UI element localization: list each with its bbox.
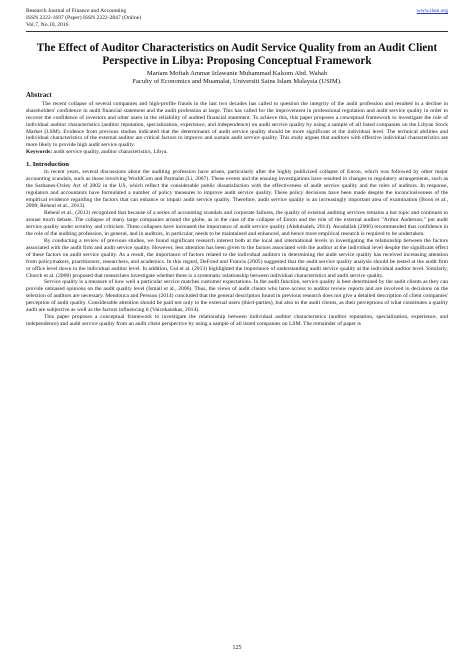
journal-header (26, 8, 448, 29)
journal-name: Research Journal of Finance and Accounting (26, 8, 127, 14)
abstract-body (26, 101, 448, 149)
paper-page (26, 8, 448, 328)
introduction-heading: 1. Introduction (26, 160, 69, 168)
keywords-label: Keywords: (26, 149, 53, 156)
paper-title: The Effect of Auditor Characteristics on Audit Service Quality from an Audit Client Perspective in Libya: Proposing Conceptual Framework (36, 42, 438, 67)
journal-volume: Vol.7, No.10, 2016 (26, 22, 69, 28)
intro-paragraph-1: In recent years, several discussions about the auditing profession have arisen, particularly after the highly publicized collapse of Enron, which was followed by other major accounting scandals, such as those involving WorldCom and Parmalat (Li, 2007). These events and the ensuing investigations have resulted in changes to regulatory arrangements, such as the Sarbanes-Oxley Act of 2002 in the US, which reflect the considerable public dissatisfaction with the effectiveness of audit service quality and the roles of auditors. In response, regulators and accountants have formulated a number of policy measures to improve audit service quality. These policy decisions have been made despite the inconclusiveness of the empirical evidence regarding the factors that can enhance or impair audit service quality. Therefore, audit service quality is an increasingly important area of examination (Boon et al., 2008; Reheul et al., 2013). (26, 168, 448, 210)
page-number: 125 (232, 645, 242, 651)
keywords-text: audit service quality, auditor characteristics, Libya. (52, 149, 168, 156)
intro-paragraph-5: This paper proposes a conceptual framework to investigate the relationship between individual auditor characteristics (auditor reputation, specialization, experience, and independence) and audit service quality from an audit client perspective by using a sample of all listed companies on LSM. The remainder of paper is (26, 313, 448, 327)
intro-paragraph-3: By conducting a review of previous studies, we found significant research interest both at the local and international levels in investigating the relationship between the factors associated with the audit firm and audit service quality. However, less attention has been given to the factors associated with the auditor at the individual level despite the significant effect of these factors on audit service quality. As a result, the importance of factors related to the individual auditors in determining the audit service quality has received increasing attention from policymakers, practitioners, researchers, and academics. In this regard, DeFond and Francis (2005) suggested that the audit service quality analysis should be tested at the audit firm or office level down to the individual auditor level. In addition, Gul et al. (2013) highlighted the importance of understanding audit service quality at the individual auditor level. Similarly, Church et al. (2008) proposed that researchers investigate whether there is a systematic relationship between individual characteristics and audit service quality. (26, 238, 448, 279)
header-divider (26, 31, 448, 32)
paper-authors: Mariam Moftah Ammar Izlawanie Muhammad Kalsom Abd. Wahab (146, 70, 328, 78)
journal-issn: ISSN 2222-1697 (Paper) ISSN 2222-2847 (Online) (26, 15, 142, 21)
abstract-heading: Abstract (26, 92, 52, 100)
intro-paragraph-4: Service quality is a measure of how well a particular service matches customer expectations. In the audit function, service quality is best determined by the audit clients as they can provide unbiased opinions on the audit quality level (Ismail et al., 2006). Thus, the views of audit clients who have access to auditor review reports and are involved in decisions on the selection of auditors are necessary. Mendonca and Persson (2014) concluded that the general description found in previous research does not give a detailed description of client companies' perception of audit quality. Considerable attention should be paid not only to the external users (third-parties), but also to the audit clients, as their perceptions of what constitutes a quality audit are subjective as well as the factors influencing it (Vaicekauskas, 2014). (26, 279, 448, 314)
paper-affiliation: Faculty of Economics and Muamalat, Universiti Sains Islam Malaysia (USIM). (132, 78, 342, 86)
abstract-text: The recent collapse of several companies and high-profile frauds in the last two decades has called to question the integrity of the audit profession and resulted in a decline in shareholders' confidence in audit financial statement and the audit profession at large. This has called for the improvement in professional regulation and audit service quality in order to recover the confidence of investors and other users in the reliability of audited financial statement. To achieve this, this paper proposes a conceptual framework to investigate the role of individual auditor characteristics (auditor reputation, specialization, experience, and independence) on audit service quality by using a sample of all listed companies on the Libyan Stock Market (LSM). Evidence from previous studies indicated that the determinants of audit service quality should be more significant at the individual level. The technical abilities and individual characteristics of the external auditor are critical factors to improve and sustain audit service quality. This study argues that auditors with effective individual characteristics are more likely to provide high audit service quality. (26, 101, 448, 149)
intro-paragraph-2: Reheul et al., (2013) recognized that because of a series of accounting scandals and corporate failures, the quality of external auditing services remains a hot topic and continues to arouse much debate. The collapse of many large companies around the globe, as in the case of the collapse of Enron and the role of the external auditor "Arthur Anderson," put audit service quality under scrutiny and criticism. These collapses have increased the importance of audit service quality (Abdulsaleh, 2014). Awadallah (2006) recommended that confidence in the role of the auditing profession, in general, and in auditors, in particular, needs to be maintained and enhanced, and hence more empirical research is required to be undertaken. (26, 210, 448, 238)
keywords-line (26, 149, 448, 156)
journal-url-link[interactable]: www.iiste.org (416, 8, 448, 14)
